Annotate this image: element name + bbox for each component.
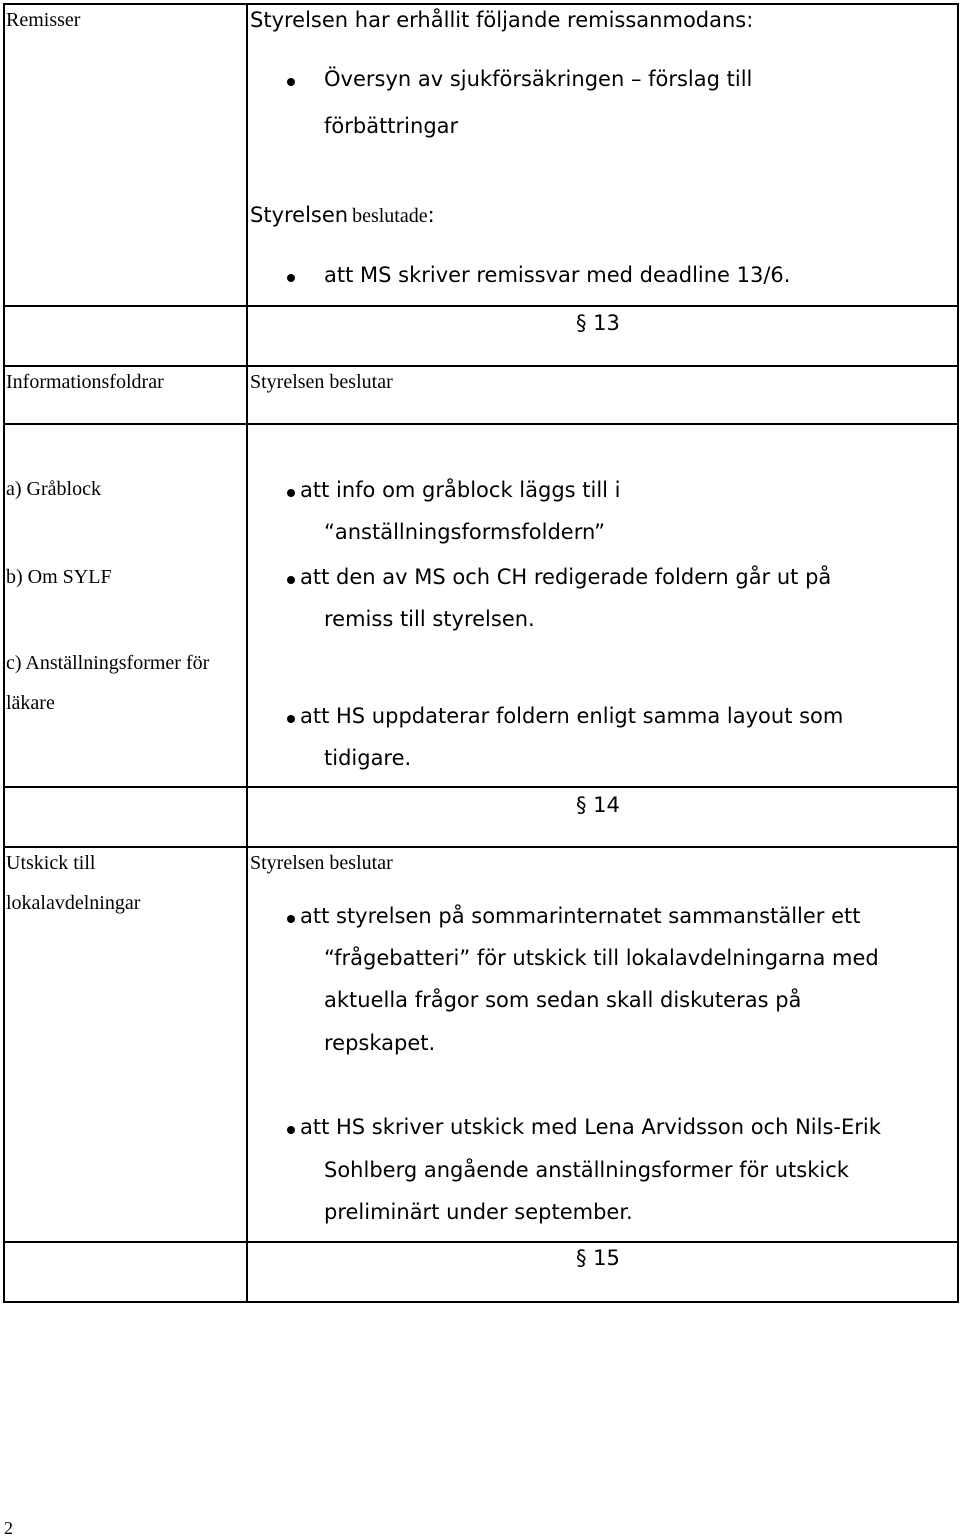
row-label-utskick-till: Utskick till xyxy=(6,852,96,874)
bullet-icon xyxy=(287,489,295,497)
mailing-decision-2-line-2: Sohlberg angående anställningsformer för utskick xyxy=(324,1158,849,1182)
page-number: 2 xyxy=(4,1518,13,1538)
decision-item: att MS skriver remissvar med deadline 13/6. xyxy=(324,263,791,287)
row-label-lokalavdelningar: lokalavdelningar xyxy=(6,892,141,914)
folder-decision-3-line-1: att HS uppdaterar foldern enligt samma layout som xyxy=(300,704,844,728)
folder-decision-1-line-2: “anställningsformsfoldern” xyxy=(324,520,606,544)
row-label-remisser: Remisser xyxy=(6,9,81,31)
section-number-14: § 14 xyxy=(576,793,620,817)
row-label-grablock: a) Gråblock xyxy=(6,478,101,500)
bullet-icon xyxy=(287,576,295,584)
remiss-item-line-2: förbättringar xyxy=(324,114,459,138)
bullet-icon xyxy=(287,78,295,86)
row-label-anstallningsformer: c) Anställningsformer för xyxy=(6,652,210,674)
decision-heading xyxy=(250,205,435,226)
folder-decision-2-line-1: att den av MS och CH redigerade foldern går ut på xyxy=(300,565,832,589)
table-border-bottom xyxy=(3,1301,959,1303)
bullet-icon xyxy=(287,274,295,282)
row-label-lakare: läkare xyxy=(6,692,55,714)
row-divider-1 xyxy=(3,305,959,307)
mailing-decision-1-line-4: repskapet. xyxy=(324,1031,436,1055)
bullet-icon xyxy=(287,1126,295,1134)
mailing-decision-1-line-3: aktuella frågor som sedan skall diskuteras på xyxy=(324,988,802,1012)
mailing-decision-1-line-2: “frågebatteri” för utskick till lokalavdelningarna med xyxy=(324,946,879,970)
row-divider-4 xyxy=(3,786,959,788)
row-label-informationsfoldrar: Informationsfoldrar xyxy=(6,371,164,393)
table-column-divider xyxy=(246,3,248,1303)
row-divider-5 xyxy=(3,846,959,848)
table-border-top xyxy=(3,3,959,5)
decision-heading-verb: beslutade xyxy=(352,205,428,227)
mailing-decision-2-line-1: att HS skriver utskick med Lena Arvidsson och Nils-Erik xyxy=(300,1115,881,1139)
mailing-decision-2-line-3: preliminärt under september. xyxy=(324,1200,633,1224)
folder-decision-1-line-1: att info om gråblock läggs till i xyxy=(300,478,621,502)
board-decides-heading: Styrelsen beslutar xyxy=(250,371,393,393)
folder-decision-3-line-2: tidigare. xyxy=(324,746,412,770)
board-decides-heading: Styrelsen beslutar xyxy=(250,852,393,874)
row-divider-3 xyxy=(3,423,959,425)
section-number-15: § 15 xyxy=(576,1246,620,1270)
table-border-right xyxy=(957,3,959,1303)
remiss-intro: Styrelsen har erhållit följande remissanmodans: xyxy=(250,8,754,32)
section-number-13: § 13 xyxy=(576,311,620,335)
bullet-icon xyxy=(287,915,295,923)
mailing-decision-1-line-1: att styrelsen på sommarinternatet sammanställer ett xyxy=(300,904,861,928)
remiss-item-line-1: Översyn av sjukförsäkringen – förslag till xyxy=(324,67,753,91)
decision-heading-colon: : xyxy=(427,203,435,227)
row-divider-6 xyxy=(3,1241,959,1243)
folder-decision-2-line-2: remiss till styrelsen. xyxy=(324,607,535,631)
table-border-left xyxy=(3,3,5,1303)
decision-heading-subject: Styrelsen xyxy=(250,203,349,227)
bullet-icon xyxy=(287,715,295,723)
row-label-om-sylf: b) Om SYLF xyxy=(6,566,112,588)
row-divider-2 xyxy=(3,365,959,367)
